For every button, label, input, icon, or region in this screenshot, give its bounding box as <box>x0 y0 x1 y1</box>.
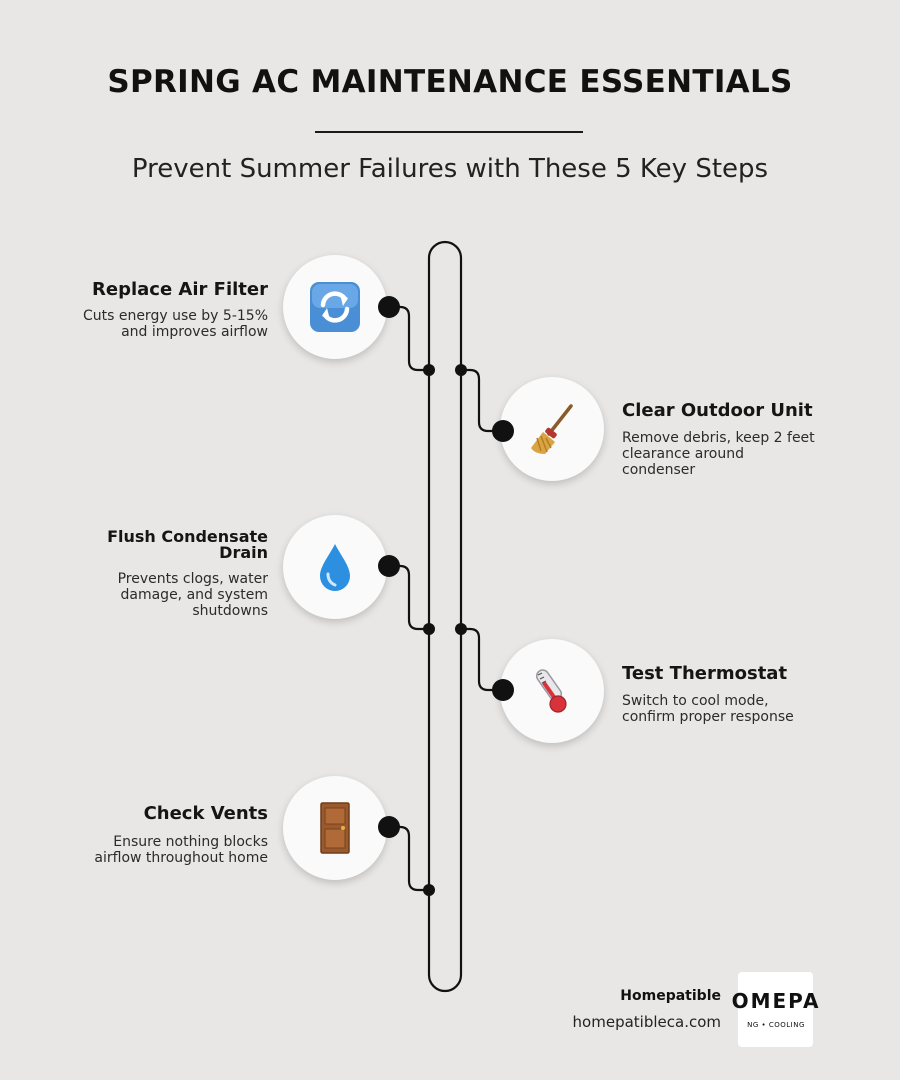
desc-line: airflow throughout home <box>94 850 268 866</box>
step-marker <box>491 678 515 702</box>
junction-dot <box>455 623 467 635</box>
step-title-clear-outdoor-unit: Clear Outdoor Unit <box>622 400 813 421</box>
step-title-check-vents: Check Vents <box>143 803 268 824</box>
desc-line: and improves airflow <box>121 324 268 340</box>
page-title: SPRING AC MAINTENANCE ESSENTIALS <box>107 64 793 100</box>
thermometer-icon <box>525 664 579 718</box>
junction-dot <box>423 364 435 376</box>
step-desc-replace-air-filter <box>30 308 268 340</box>
step-icon-circle <box>500 639 604 743</box>
step-marker <box>377 815 401 839</box>
page-subtitle: Prevent Summer Failures with These 5 Key Steps <box>131 154 769 184</box>
refresh-arrows-icon <box>308 280 362 334</box>
water-drop-icon <box>308 540 362 594</box>
step-desc-clear-outdoor-unit <box>622 430 882 478</box>
step-icon-circle <box>283 515 387 619</box>
desc-line: Remove debris, keep 2 feet <box>622 430 815 446</box>
logo-text: OMEPA <box>731 989 821 1013</box>
junction-dot <box>455 364 467 376</box>
step-desc-check-vents <box>30 834 268 866</box>
step-marker <box>377 295 401 319</box>
step-marker <box>377 554 401 578</box>
title-line: Flush Condensate <box>107 527 268 546</box>
desc-line: Ensure nothing blocks <box>113 834 268 850</box>
brand-name: Homepatible <box>620 988 721 1004</box>
brand-website: homepatibleca.com <box>572 1013 721 1031</box>
step-title-test-thermostat: Test Thermostat <box>622 663 788 684</box>
timeline-track <box>429 242 461 991</box>
desc-line: Switch to cool mode, <box>622 693 769 709</box>
desc-line: damage, and system <box>120 587 268 603</box>
step-icon-circle <box>500 377 604 481</box>
brand-logo <box>731 972 821 1047</box>
broom-icon <box>525 402 579 456</box>
desc-line: confirm proper response <box>622 709 794 725</box>
desc-line: clearance around <box>622 446 744 462</box>
desc-line: shutdowns <box>192 603 268 619</box>
logo-subtext: NG • COOLING <box>747 1021 805 1029</box>
title-line: Drain <box>219 543 268 562</box>
step-desc-flush-condensate-drain <box>30 571 268 619</box>
step-marker <box>491 419 515 443</box>
desc-line: Prevents clogs, water <box>117 571 268 587</box>
desc-line: Cuts energy use by 5-15% <box>82 308 268 324</box>
step-icon-circle <box>283 255 387 359</box>
step-icon-circle <box>283 776 387 880</box>
step-title-replace-air-filter: Replace Air Filter <box>92 279 268 300</box>
junction-dot <box>423 623 435 635</box>
desc-line: condenser <box>622 462 696 478</box>
junction-dot <box>423 884 435 896</box>
door-icon <box>308 801 362 855</box>
step-title-flush-condensate-drain <box>30 529 268 561</box>
step-desc-test-thermostat <box>622 693 882 725</box>
